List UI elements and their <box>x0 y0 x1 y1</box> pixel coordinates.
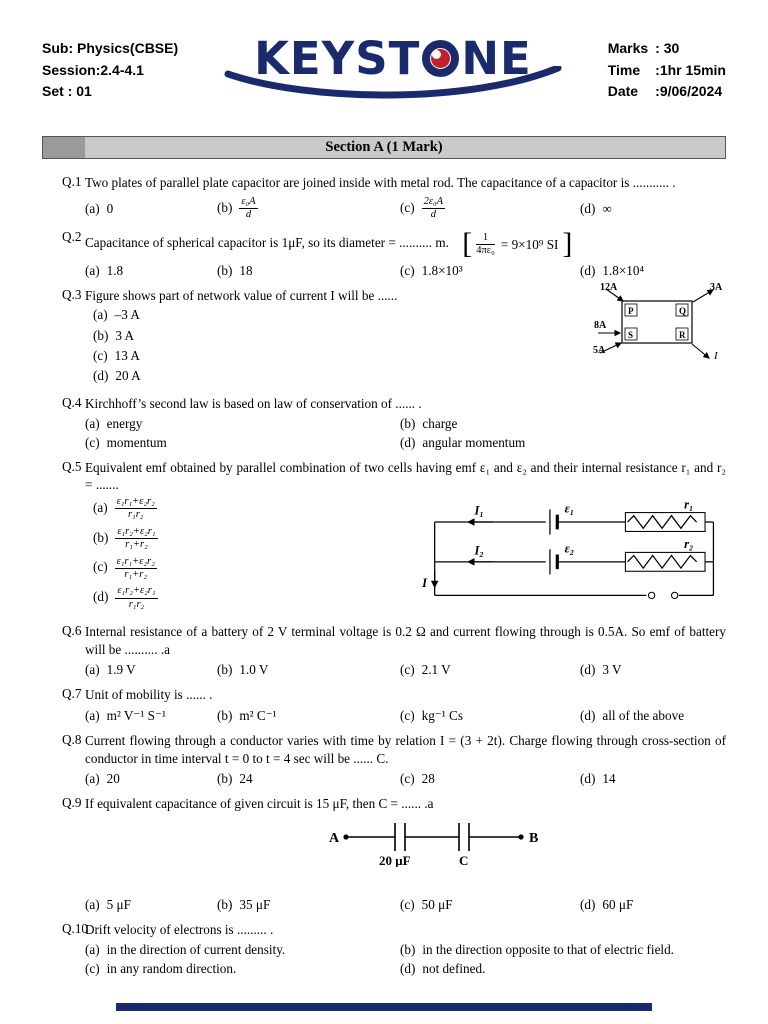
options-row <box>85 416 726 432</box>
option-d: (d) 14 <box>580 771 616 787</box>
date-label: Date <box>607 83 639 100</box>
question-9 <box>42 795 726 913</box>
option-c: (c) 28 <box>400 771 435 787</box>
svg-text:C: C <box>459 853 469 868</box>
option-b: (b) 35 μF <box>217 897 271 913</box>
fraction: $\frac{\text{2ε₀A}}{d}$ <box>423 195 444 221</box>
options-row <box>85 771 726 787</box>
options-and-figure <box>85 496 726 615</box>
option-c: (c) in any random direction. <box>85 960 237 976</box>
svg-text:P: P <box>628 306 634 317</box>
section-header-bar <box>42 136 726 159</box>
options-row <box>85 435 726 451</box>
option-b: (b) 1.0 V <box>217 662 269 678</box>
svg-text:3A: 3A <box>710 282 723 294</box>
option-a: (a) 5 μF <box>85 897 131 913</box>
question-body <box>85 732 726 787</box>
option-b: (b) in the direction opposite to that of electric field. <box>400 941 674 957</box>
option-c: (c) 50 μF <box>400 897 453 913</box>
question-number: Q.8 <box>62 732 82 748</box>
option-a: (a) in the direction of current density. <box>85 941 286 957</box>
question-text: Equivalent emf obtained by parallel combination of two cells having emf ε₁ and ε₂ and their internal resistance r₁ and r₂ = ....... <box>85 459 726 493</box>
option-c: (c) momentum <box>85 434 167 450</box>
svg-text:20 μF: 20 μF <box>379 853 411 868</box>
question-text: Current flowing through a conductor varies with time by relation I = (3 + 2t). Charge flowing through cross-section of conductor in time interval t = 0 to t = 4 sec will be ...... C. <box>85 733 726 766</box>
option-d: (d) 60 μF <box>580 897 634 913</box>
time-value: :1hr 15min <box>655 61 726 78</box>
date-value: :9/06/2024 <box>655 83 723 100</box>
option-d: (d) 20 A <box>93 368 141 384</box>
option-c: (c) 1.8×10³ <box>400 263 463 279</box>
constant-bracket: [ $\frac{1}{\text{4πε₀}}$ = 9×10⁹ SI ] <box>462 227 573 261</box>
option-a: (a) 1.9 V <box>85 662 136 678</box>
question-text: Kirchhoff’s second law is based on law of conservation of ...... . <box>85 395 422 411</box>
question-number: Q.5 <box>62 458 82 474</box>
question-text: If equivalent capacitance of given circuit is 15 μF, then C = ...... .a <box>85 796 434 812</box>
option-a: (a) energy <box>85 415 143 431</box>
svg-text:A: A <box>329 831 340 847</box>
svg-text:I: I <box>422 575 427 590</box>
keystone-logo <box>228 34 558 108</box>
option-a: (a) 1.8 <box>85 263 124 279</box>
option-d: (d) angular momentum <box>400 434 526 450</box>
fraction: $\frac{\text{ε₀A}}{d}$ <box>241 195 256 221</box>
option-d: (d) ∞ <box>580 200 612 216</box>
option-b: (b) 18 <box>217 263 253 279</box>
question-text: Capacitance of spherical capacitor is 1μF, so its diameter = .......... m. [ $\frac{1}{\text{4πε₀}}$ = 9×10⁹ SI ] <box>85 227 573 261</box>
question-body <box>85 174 726 221</box>
subject-line: Sub: Physics(CBSE) <box>42 40 179 56</box>
marks-value: : 30 <box>655 40 680 56</box>
option-a: (a) –3 A <box>93 307 140 323</box>
question-body <box>85 686 726 724</box>
option-b: (b) 24 <box>217 771 253 787</box>
question-6 <box>42 623 726 678</box>
question-4 <box>42 395 726 451</box>
options-row <box>85 708 726 724</box>
option-b: (b) charge <box>400 415 458 431</box>
option-b: (b) $\frac{\text{ε₀A}}{d}$ <box>217 195 256 221</box>
svg-text:ε₂: ε₂ <box>564 541 575 556</box>
session-line: Session:2.4-4.1 <box>42 61 144 78</box>
question-1 <box>42 174 726 221</box>
question-body <box>85 623 726 678</box>
question-7 <box>42 686 726 724</box>
svg-text:8A: 8A <box>594 320 607 332</box>
header <box>42 34 726 108</box>
svg-text:r₁: r₁ <box>684 497 694 512</box>
header-left-info <box>42 34 178 103</box>
option-d: (d) not defined. <box>400 960 486 976</box>
options-row <box>85 961 726 977</box>
svg-text:R: R <box>679 330 686 341</box>
question-number: Q.2 <box>62 229 82 245</box>
svg-text:ε₁: ε₁ <box>564 501 575 516</box>
logo-text-pre: KEYST <box>254 32 421 85</box>
capacitor-circuit-figure <box>323 817 555 867</box>
option-d: (d) 3 V <box>580 662 622 678</box>
option-c: (c) $\frac{\text{ε₁r₁+ε₂r₂}}{\text{r₁+r₂}}$ <box>93 555 155 580</box>
svg-text:Q: Q <box>679 306 687 317</box>
section-title: Section A (1 Mark) <box>325 139 443 155</box>
question-3 <box>42 282 726 387</box>
option-b: (b) m² C⁻¹ <box>217 708 277 724</box>
option-d: (d) 1.8×10⁴ <box>580 263 645 279</box>
option-a: (a) $\frac{\text{ε₁r₁+ε₂r₂}}{\text{r₁r₂}}$ <box>93 496 155 521</box>
question-number: Q.10 <box>62 921 89 937</box>
options-row <box>85 263 726 279</box>
question-body <box>85 795 726 913</box>
option-d: (d) $\frac{\text{ε₁r₂+ε₂r₁}}{\text{r₁r₂}}$ <box>93 585 156 610</box>
svg-text:12A: 12A <box>600 282 618 294</box>
question-body <box>85 229 726 279</box>
question-body <box>85 282 726 387</box>
option-d: (d) all of the above <box>580 708 685 724</box>
question-body <box>85 459 726 615</box>
question-body <box>85 395 726 451</box>
option-c: (c) $\frac{\text{2ε₀A}}{d}$ <box>400 195 444 221</box>
footer-accent-bar <box>116 1003 652 1011</box>
question-body <box>85 921 726 977</box>
svg-text:I₁: I₁ <box>474 503 484 518</box>
question-number: Q.3 <box>62 287 82 303</box>
options-column <box>85 496 420 615</box>
network-circuit-figure <box>592 281 732 365</box>
option-c: (c) 2.1 V <box>400 662 451 678</box>
option-b: (b) $\frac{\text{ε₁r₂+ε₂r₁}}{\text{r₁+r₂}}$ <box>93 525 156 551</box>
question-text: Internal resistance of a battery of 2 V terminal voltage is 0.2 Ω and current flowing through is 0.5A. So emf of battery will be .......... .a <box>85 624 726 657</box>
header-right-info <box>608 34 726 103</box>
question-number: Q.9 <box>62 795 82 811</box>
option-a: (a) m² V⁻¹ S⁻¹ <box>85 708 166 724</box>
question-10 <box>42 921 726 977</box>
question-number: Q.1 <box>62 174 82 189</box>
set-line: Set : 01 <box>42 83 92 100</box>
question-text: Figure shows part of network value of current I will be ...... <box>85 288 398 304</box>
question-2 <box>42 229 726 279</box>
options-row <box>85 897 726 913</box>
svg-text:5A: 5A <box>593 345 606 357</box>
option-c: (c) 13 A <box>93 348 140 364</box>
question-5 <box>42 459 726 615</box>
question-text: Two plates of parallel plate capacitor are joined inside with metal rod. The capacitance of a capacitor is ........... . <box>85 175 676 190</box>
time-label: Time <box>607 61 641 78</box>
question-8 <box>42 732 726 787</box>
section-bar-left-cap <box>43 137 85 158</box>
options-row <box>85 942 726 958</box>
question-number: Q.4 <box>62 394 82 410</box>
questions-list <box>42 174 726 977</box>
svg-text:S: S <box>628 330 634 341</box>
svg-text:r₂: r₂ <box>684 537 694 552</box>
options-row <box>85 662 726 678</box>
option-a: (a) 0 <box>85 200 114 216</box>
option-b: (b) 3 A <box>93 327 135 343</box>
options-row <box>85 196 726 222</box>
question-text: Drift velocity of electrons is ......... . <box>85 922 274 938</box>
svg-text:I: I <box>714 350 718 363</box>
svg-text:B: B <box>529 831 539 847</box>
marks-label: Marks <box>607 40 649 56</box>
svg-text:I₂: I₂ <box>474 543 484 558</box>
logo-swoosh-icon <box>220 66 566 110</box>
question-text: Unit of mobility is ...... . <box>85 687 213 703</box>
question-number: Q.6 <box>62 623 82 638</box>
question-number: Q.7 <box>62 686 82 702</box>
logo-text-post: NE <box>461 32 532 85</box>
parallel-cells-circuit-figure <box>420 494 726 615</box>
option-c: (c) kg⁻¹ Cs <box>400 708 463 724</box>
option-a: (a) 20 <box>85 771 120 787</box>
fraction: $\frac{1}{\text{4πε₀}}$ <box>476 231 495 256</box>
